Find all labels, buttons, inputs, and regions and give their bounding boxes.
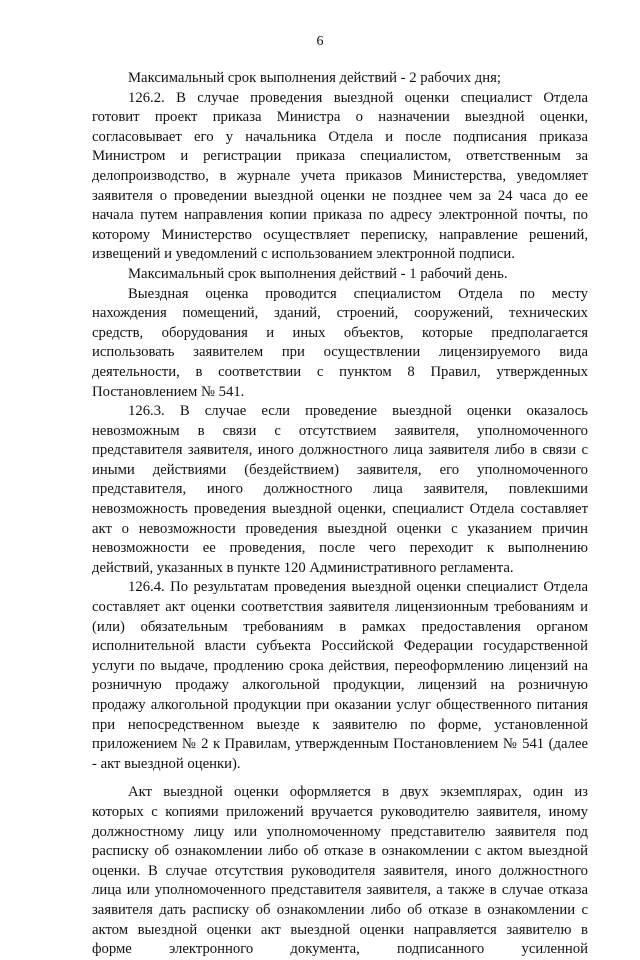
text-line: услуги по выдаче, продлению срока действия, переоформлению лицензий на (92, 657, 588, 674)
text-line: действий, указанных в пункте 120 Административного регламента. (92, 559, 514, 576)
text-line: расписку об ознакомлении либо об отказе в ознакомлении с актом выездной (92, 843, 588, 860)
text-line: которых с копиями приложений вручается руководителю заявителя, иному (92, 803, 588, 820)
text-line: 126.4. По результатам проведения выездной оценки специалист Отдела (128, 579, 588, 596)
text-line: продажу алкогольной продукции при оказании услуг общественного питания (92, 697, 588, 713)
text-line: согласовывает его у начальника Отдела и после подписания приказа (92, 128, 588, 145)
text-line: Максимальный срок выполнения действий - 2 рабочих дня; (128, 70, 501, 86)
text-line: нахождения помещений, зданий, строений, сооружений, технических (92, 305, 588, 322)
text-line: форме электронного документа, подписанного усиленной (92, 941, 588, 958)
text-line: лица или уполномоченного представителя заявителя, а также в случае отказа (92, 882, 588, 899)
text-line: невозможности ее проведения, после чего переходит к выполнению (92, 540, 588, 557)
text-line: Максимальный срок выполнения действий - 1 рабочий день. (128, 265, 508, 282)
text-line: Акт выездной оценки оформляется в двух экземплярах, один из (128, 784, 588, 801)
text-line: начала путем направления копии приказа по адресу электронной почты, по (92, 207, 588, 224)
text-line: розничную продажу алкогольной продукции, лицензий на розничную (92, 677, 588, 694)
text-line: готовит проект приказа Министра о назначении выездной оценки, (92, 109, 588, 126)
text-line: невозможным в связи с отсутствием заявителя, уполномоченного (92, 422, 588, 439)
text-line: которому Министерство осуществляет переписку, направление решений, (92, 226, 588, 243)
page-number: 6 (316, 34, 324, 49)
text-line: Выездная оценка проводится специалистом Отдела по месту (128, 285, 588, 302)
text-line: средств, оборудования и иных объектов, которые предполагается (92, 324, 588, 341)
text-line: должностному лицу или уполномоченному представителю заявителя под (92, 823, 588, 840)
text-line: невозможность проведения выездной оценки, специалист Отдела составляет (92, 501, 588, 518)
text-line: использовать заявителем при осуществлении лицензируемого вида (92, 344, 588, 361)
text-line: при непосредственном выезде к заявителю по форме, установленной (92, 716, 588, 733)
text-line: Постановлением № 541. (92, 383, 245, 400)
text-line: 126.3. В случае если проведение выездной оценки оказалось (128, 403, 588, 420)
text-line: Министром и регистрации приказа специалистом, ответственным за (92, 148, 588, 165)
text-line: акт о невозможности проведения выездной оценки с указанием причин (92, 520, 588, 537)
text-line: исполнительной власти субъекта Российской Федерации государственной (92, 638, 588, 655)
document-body (92, 69, 588, 960)
text-line: актом выездной оценки акт выездной оценки направляется заявителю в (92, 921, 588, 938)
text-line: оценки. В случае отсутствия руководителя заявителя, иного должностного (92, 862, 588, 879)
text-line: извещений и уведомлений с использованием электронной подписи. (92, 246, 515, 263)
text-line: заявителя о проведении выездной оценки не позднее чем за 24 часа до ее (92, 187, 588, 204)
text-line: иными действиями (бездействием) заявителя, его уполномоченного (92, 461, 588, 478)
text-line: заявителя дать расписку об ознакомлении либо об отказе в ознакомлении с (92, 901, 588, 918)
text-line: деятельности, в соответствии с пунктом 8 Правил, утвержденных (92, 363, 588, 380)
paragraph-gap (92, 774, 588, 783)
text-line: (или) обязательным требованиям в рамках предоставления органом (92, 618, 588, 635)
text-line: делопроизводство, в журнале учета приказов Министерства, уведомляет (92, 167, 588, 184)
text-line: 126.2. В случае проведения выездной оценки специалист Отдела (128, 89, 588, 106)
text-line: составляет акт оценки соответствия заявителя лицензионным требованиям и (92, 599, 588, 616)
text-line: представителя заявителя, иного должностного лица заявителя либо в связи с (92, 442, 588, 459)
text-line: приложением № 2 к Правилам, утвержденным Постановлением № 541 (далее (92, 736, 588, 753)
text-line: представителя, иного должностного лица заявителя, повлекшими (92, 481, 588, 498)
text-line: - акт выездной оценки). (92, 755, 241, 772)
